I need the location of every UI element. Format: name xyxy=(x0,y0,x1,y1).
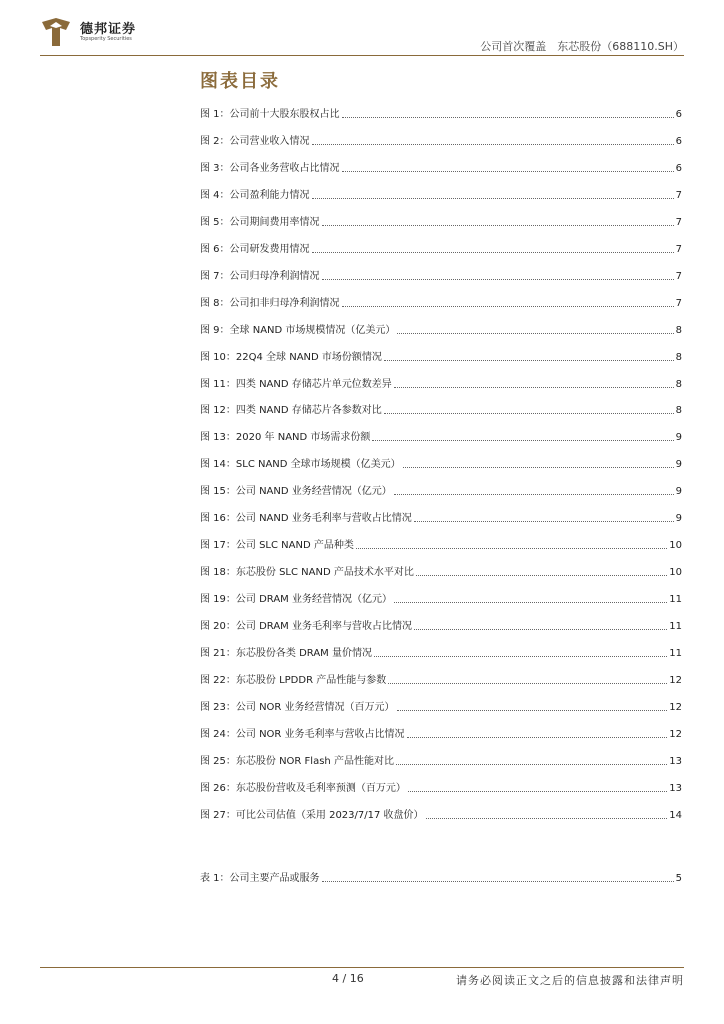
toc-entry-page: 6 xyxy=(675,162,682,174)
footer-divider xyxy=(40,967,684,968)
toc-entry-label: 图 21：东芯股份各类 DRAM 量价情况 xyxy=(200,648,372,659)
toc-leader-dots xyxy=(403,467,674,468)
toc-entry-page: 11 xyxy=(669,594,682,606)
toc-entry[interactable] xyxy=(200,781,682,795)
toc-entry-label: 图 16：公司 NAND 业务毛利率与营收占比情况 xyxy=(200,513,412,525)
toc-entry[interactable] xyxy=(200,134,682,148)
toc-leader-dots xyxy=(384,360,674,361)
toc-entry-page: 7 xyxy=(675,297,682,309)
toc-entry[interactable] xyxy=(200,754,682,768)
toc-entry-page: 9 xyxy=(675,513,682,525)
toc-entry[interactable] xyxy=(200,350,682,364)
toc-entry-page: 10 xyxy=(669,567,682,579)
toc-leader-dots xyxy=(342,117,674,118)
toc-leader-dots xyxy=(388,683,667,684)
toc-entry[interactable] xyxy=(200,188,682,202)
toc-leader-dots xyxy=(426,818,668,819)
toc-leader-dots xyxy=(374,656,667,657)
toc-entry[interactable] xyxy=(200,673,682,687)
toc-leader-dots xyxy=(396,764,667,765)
deppon-logo-icon xyxy=(40,16,74,48)
toc-leader-dots xyxy=(356,548,667,549)
toc-leader-dots xyxy=(394,602,667,603)
header-divider xyxy=(40,55,684,56)
toc-entry-label: 图 7：公司归母净利润情况 xyxy=(200,270,320,282)
page-number: 4 / 16 xyxy=(332,972,364,985)
toc-leader-dots xyxy=(408,791,667,792)
toc-leader-dots xyxy=(342,306,674,307)
toc-leader-dots xyxy=(416,575,667,576)
toc-entry-label: 图 12：四类 NAND 存储芯片各参数对比 xyxy=(200,405,382,417)
toc-entry-page: 12 xyxy=(669,728,682,740)
toc-entry[interactable] xyxy=(200,565,682,579)
toc-entry-label: 图 5：公司期间费用率情况 xyxy=(200,216,320,228)
toc-entry-label: 图 20：公司 DRAM 业务毛利率与营收占比情况 xyxy=(200,621,412,633)
report-meta: 公司首次覆盖 东芯股份（688110.SH） xyxy=(480,40,684,53)
toc-entry-label: 图 15：公司 NAND 业务经营情况（亿元） xyxy=(200,486,392,498)
toc-entry[interactable] xyxy=(200,538,682,552)
toc-entry[interactable] xyxy=(200,592,682,606)
toc-entry-label: 图 10：22Q4 全球 NAND 市场份额情况 xyxy=(200,351,382,363)
toc-leader-dots xyxy=(384,413,674,414)
toc-entry[interactable] xyxy=(200,377,682,391)
toc-entry[interactable] xyxy=(200,430,682,444)
toc-leader-dots xyxy=(312,198,674,199)
toc-entry-label: 图 3：公司各业务营收占比情况 xyxy=(200,162,340,174)
toc-entry-label: 图 13：2020 年 NAND 市场需求份额 xyxy=(200,432,371,444)
toc-entry[interactable] xyxy=(200,619,682,633)
toc-entry[interactable] xyxy=(200,296,682,310)
toc-entry[interactable] xyxy=(200,269,682,283)
toc-entry-page: 13 xyxy=(669,755,682,767)
toc-leader-dots xyxy=(312,252,674,253)
toc-entry-page: 13 xyxy=(669,782,682,794)
toc-entry-page: 6 xyxy=(675,109,682,120)
toc-entry-page: 8 xyxy=(675,405,682,417)
toc-entry[interactable] xyxy=(200,403,682,417)
toc-entry[interactable] xyxy=(200,871,682,885)
toc-entry-page: 11 xyxy=(669,621,682,633)
toc-leader-dots xyxy=(397,710,668,711)
toc-entry-label: 图 22：东芯股份 LPDDR 产品性能与参数 xyxy=(200,674,387,686)
logo-english-name: Topsperity Securities xyxy=(80,36,132,42)
toc-entry-label: 图 4：公司盈利能力情况 xyxy=(200,189,310,201)
toc-leader-dots xyxy=(312,144,674,145)
toc-entry-label: 图 24：公司 NOR 业务毛利率与营收占比情况 xyxy=(200,728,405,740)
toc-entry-label: 图 18：东芯股份 SLC NAND 产品技术水平对比 xyxy=(200,567,414,579)
toc-leader-dots xyxy=(322,225,674,226)
company-logo xyxy=(40,16,160,48)
toc-leader-dots xyxy=(394,494,674,495)
toc-entry-page: 11 xyxy=(669,648,682,659)
logo-name: 德邦证券 xyxy=(80,22,137,37)
toc-entry-label: 图 11：四类 NAND 存储芯片单元位数差异 xyxy=(200,378,392,390)
toc-title: 图表目录 xyxy=(200,71,280,92)
toc-leader-dots xyxy=(372,440,673,441)
toc-entry[interactable] xyxy=(200,242,682,256)
toc-entry[interactable] xyxy=(200,646,682,660)
toc-entry-label: 图 2：公司营业收入情况 xyxy=(200,135,310,147)
toc-entry[interactable] xyxy=(200,700,682,714)
toc-entry[interactable] xyxy=(200,727,682,741)
toc-entry-label: 图 9：全球 NAND 市场规模情况（亿美元） xyxy=(200,324,396,336)
toc-entry-label: 图 25：东芯股份 NOR Flash 产品性能对比 xyxy=(200,755,394,767)
toc-entry-page: 12 xyxy=(669,674,682,686)
toc-entry[interactable] xyxy=(200,484,682,498)
toc-entry-label: 图 6：公司研发费用情况 xyxy=(200,243,310,255)
toc-entry-page: 12 xyxy=(669,701,682,713)
toc-entry[interactable] xyxy=(200,511,682,525)
toc-entry[interactable] xyxy=(200,808,682,822)
toc-entry-label: 图 19：公司 DRAM 业务经营情况（亿元） xyxy=(200,594,392,606)
toc-entry-page: 14 xyxy=(669,809,682,821)
toc-leader-dots xyxy=(397,333,673,334)
toc-entry-page: 7 xyxy=(675,243,682,255)
toc-entry[interactable] xyxy=(200,107,682,121)
toc-entry-page: 6 xyxy=(675,135,682,147)
toc-entry-label: 图 26：东芯股份营收及毛利率预测（百万元） xyxy=(200,782,406,794)
toc-entry-label: 图 17：公司 SLC NAND 产品种类 xyxy=(200,540,354,552)
legal-disclaimer: 请务必阅读正文之后的信息披露和法律声明 xyxy=(456,974,684,987)
toc-entry-label: 表 1：公司主要产品或服务 xyxy=(200,873,320,884)
toc-entry-page: 7 xyxy=(675,270,682,282)
toc-leader-dots xyxy=(342,171,674,172)
toc-entry-page: 7 xyxy=(675,189,682,201)
toc-entry-page: 8 xyxy=(675,378,682,390)
toc-leader-dots xyxy=(407,737,668,738)
toc-leader-dots xyxy=(322,881,674,882)
toc-entry[interactable] xyxy=(200,457,682,471)
toc-entry-page: 10 xyxy=(669,540,682,552)
toc-entry-label: 图 1：公司前十大股东股权占比 xyxy=(200,109,340,120)
toc-entry-page: 7 xyxy=(675,216,682,228)
toc-entry-page: 5 xyxy=(675,873,682,884)
toc-entry[interactable] xyxy=(200,215,682,229)
toc-entry-page: 9 xyxy=(675,432,682,444)
toc-leader-dots xyxy=(394,387,674,388)
toc-entry-page: 8 xyxy=(675,324,682,336)
toc-entry-page: 9 xyxy=(675,459,682,471)
toc-entry[interactable] xyxy=(200,323,682,337)
toc-entry-page: 9 xyxy=(675,486,682,498)
toc-leader-dots xyxy=(414,521,674,522)
toc-entry[interactable] xyxy=(200,161,682,175)
toc-leader-dots xyxy=(414,629,667,630)
toc-entry-label: 图 14：SLC NAND 全球市场规模（亿美元） xyxy=(200,459,401,471)
toc-entry-label: 图 23：公司 NOR 业务经营情况（百万元） xyxy=(200,701,395,713)
toc-entry-page: 8 xyxy=(675,351,682,363)
toc-entry-label: 图 27：可比公司估值（采用 2023/7/17 收盘价） xyxy=(200,809,424,821)
toc-entry-label: 图 8：公司扣非归母净利润情况 xyxy=(200,297,340,309)
toc-leader-dots xyxy=(322,279,674,280)
